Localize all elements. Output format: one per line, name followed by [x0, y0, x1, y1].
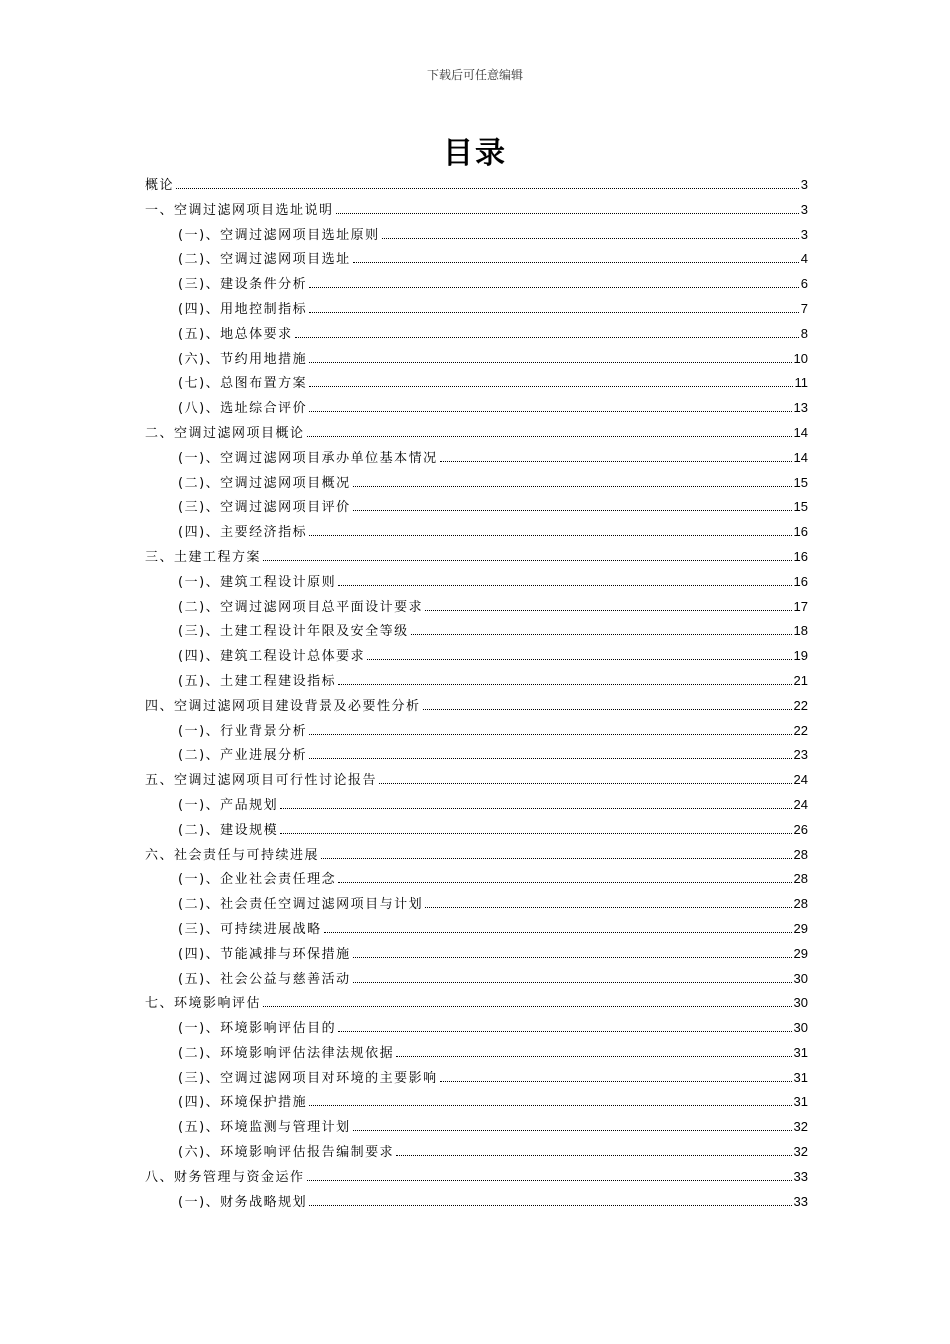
toc-entry-label: (六)、节约用地措施 — [178, 351, 308, 367]
toc-entry-label: (二)、社会责任空调过滤网项目与计划 — [178, 897, 424, 913]
toc-dot-leader — [353, 982, 792, 983]
toc-entry[interactable] — [145, 844, 808, 869]
toc-entry-page: 3 — [800, 177, 808, 192]
toc-entry[interactable] — [145, 224, 808, 249]
toc-dot-leader — [309, 386, 792, 387]
toc-entry[interactable] — [145, 943, 808, 968]
toc-entry[interactable] — [145, 645, 808, 670]
toc-dot-leader — [309, 411, 791, 412]
toc-dot-leader — [176, 188, 799, 189]
table-of-contents — [145, 174, 808, 1215]
toc-entry-label: (五)、土建工程建设指标 — [178, 673, 337, 689]
toc-entry[interactable] — [145, 893, 808, 918]
toc-title: 目录 — [443, 136, 507, 171]
toc-entry-label: (四)、用地控制指标 — [178, 301, 308, 317]
toc-entry-label: 五、空调过滤网项目可行性讨论报告 — [145, 773, 378, 789]
toc-entry-page: 13 — [793, 400, 808, 416]
toc-entry-label: (六)、环境影响评估报告编制要求 — [178, 1145, 395, 1161]
toc-entry[interactable] — [145, 596, 808, 621]
toc-entry[interactable] — [145, 620, 808, 645]
toc-entry-page: 23 — [793, 747, 808, 763]
toc-entry[interactable] — [145, 447, 808, 472]
toc-dot-leader — [295, 337, 799, 338]
toc-entry-label: (三)、可持续进展战略 — [178, 921, 322, 937]
toc-entry-label: (四)、主要经济指标 — [178, 525, 308, 541]
toc-entry[interactable] — [145, 397, 808, 422]
toc-entry-label: 概论 — [145, 178, 175, 193]
toc-entry[interactable] — [145, 918, 808, 943]
toc-dot-leader — [396, 1155, 791, 1156]
toc-entry-page: 31 — [793, 1044, 808, 1060]
toc-dot-leader — [309, 1205, 791, 1206]
toc-entry[interactable] — [145, 1067, 808, 1092]
toc-entry[interactable] — [145, 1166, 808, 1191]
toc-entry-page: 14 — [793, 424, 808, 440]
toc-entry[interactable] — [145, 348, 808, 373]
toc-entry-label: (七)、总图布置方案 — [178, 376, 308, 392]
toc-entry-page: 24 — [793, 772, 808, 788]
toc-entry-label: (三)、空调过滤网项目对环境的主要影响 — [178, 1070, 438, 1086]
toc-entry-page: 11 — [794, 375, 808, 391]
toc-dot-leader — [309, 758, 791, 759]
toc-entry-label: (三)、建设条件分析 — [178, 277, 308, 293]
toc-dot-leader — [338, 882, 791, 883]
toc-dot-leader — [379, 783, 792, 784]
toc-entry-page: 28 — [793, 896, 808, 912]
toc-entry-label: (三)、空调过滤网项目评价 — [178, 500, 351, 516]
toc-dot-leader — [324, 932, 792, 933]
toc-entry-page: 6 — [800, 276, 808, 292]
toc-entry[interactable] — [145, 496, 808, 521]
header-note: 下载后可任意编辑 — [426, 68, 523, 82]
toc-entry-page: 15 — [793, 499, 808, 515]
toc-dot-leader — [411, 634, 792, 635]
toc-entry-label: 四、空调过滤网项目建设背景及必要性分析 — [145, 698, 421, 714]
toc-entry-label: 三、土建工程方案 — [145, 549, 262, 565]
toc-entry-page: 31 — [793, 1094, 808, 1110]
toc-entry-page: 16 — [793, 548, 808, 564]
toc-entry-label: 一、空调过滤网项目选址说明 — [145, 202, 334, 218]
toc-entry-label: 七、环境影响评估 — [145, 996, 262, 1012]
toc-entry-page: 31 — [793, 1069, 808, 1085]
toc-entry-page: 16 — [793, 524, 808, 540]
toc-entry-label: (四)、节能减排与环保措施 — [178, 946, 351, 962]
toc-entry-page: 33 — [793, 1193, 808, 1209]
toc-dot-leader — [280, 833, 791, 834]
toc-entry-label: (一)、产品规划 — [178, 797, 279, 813]
toc-entry-label: (一)、建筑工程设计原则 — [178, 574, 337, 590]
toc-entry[interactable] — [145, 571, 808, 596]
toc-entry-page: 3 — [800, 226, 808, 242]
toc-dot-leader — [338, 684, 791, 685]
toc-dot-leader — [309, 362, 791, 363]
toc-entry-label: (二)、空调过滤网项目选址 — [178, 252, 351, 268]
toc-dot-leader — [382, 238, 799, 239]
toc-entry-page: 30 — [793, 995, 808, 1011]
toc-entry[interactable] — [145, 1191, 808, 1216]
toc-entry[interactable] — [145, 1091, 808, 1116]
toc-entry-page: 33 — [793, 1168, 808, 1184]
toc-entry-page: 8 — [800, 325, 808, 341]
toc-entry[interactable] — [145, 521, 808, 546]
toc-dot-leader — [353, 510, 792, 511]
toc-entry[interactable] — [145, 174, 808, 199]
toc-entry-label: (四)、建筑工程设计总体要求 — [178, 649, 366, 665]
toc-entry-page: 14 — [793, 449, 808, 465]
toc-entry-page: 26 — [793, 821, 808, 837]
toc-entry-label: 二、空调过滤网项目概论 — [145, 425, 305, 441]
toc-entry[interactable] — [145, 1116, 808, 1141]
toc-dot-leader — [309, 734, 791, 735]
toc-entry[interactable] — [145, 372, 808, 397]
toc-entry-label: (一)、财务战略规划 — [178, 1194, 308, 1210]
toc-entry-label: (三)、土建工程设计年限及安全等级 — [178, 624, 409, 640]
toc-entry[interactable] — [145, 968, 808, 993]
toc-dot-leader — [440, 461, 792, 462]
toc-entry[interactable] — [145, 1017, 808, 1042]
toc-entry-page: 22 — [793, 697, 808, 713]
toc-entry-label: (二)、建设规模 — [178, 822, 279, 838]
toc-entry-page: 30 — [793, 1020, 808, 1036]
toc-entry[interactable] — [145, 472, 808, 497]
toc-entry[interactable] — [145, 1042, 808, 1067]
toc-entry[interactable] — [145, 199, 808, 224]
toc-entry-page: 29 — [793, 945, 808, 961]
toc-entry[interactable] — [145, 298, 808, 323]
toc-entry-page: 22 — [793, 722, 808, 738]
toc-dot-leader — [440, 1081, 792, 1082]
toc-entry-page: 32 — [793, 1119, 808, 1135]
toc-dot-leader — [353, 1130, 792, 1131]
toc-dot-leader — [353, 262, 799, 263]
toc-entry-page: 15 — [793, 474, 808, 490]
toc-entry-label: (一)、空调过滤网项目选址原则 — [178, 227, 380, 243]
toc-entry-label: (五)、社会公益与慈善活动 — [178, 971, 351, 987]
toc-dot-leader — [309, 287, 799, 288]
toc-entry-page: 7 — [800, 300, 808, 316]
toc-entry-label: (五)、环境监测与管理计划 — [178, 1120, 351, 1136]
toc-entry-page: 21 — [793, 672, 808, 688]
toc-dot-leader — [425, 610, 791, 611]
toc-entry-label: 六、社会责任与可持续进展 — [145, 847, 320, 863]
toc-dot-leader — [367, 659, 791, 660]
toc-dot-leader — [307, 1180, 792, 1181]
toc-entry[interactable] — [145, 1141, 808, 1166]
toc-entry-page: 16 — [793, 573, 808, 589]
toc-entry[interactable] — [145, 422, 808, 447]
toc-entry[interactable] — [145, 992, 808, 1017]
toc-entry-page: 10 — [793, 350, 808, 366]
toc-dot-leader — [353, 957, 792, 958]
toc-entry[interactable] — [145, 744, 808, 769]
toc-entry-page: 32 — [793, 1144, 808, 1160]
toc-entry-label: 八、财务管理与资金运作 — [145, 1169, 305, 1185]
toc-dot-leader — [396, 1056, 791, 1057]
toc-entry[interactable] — [145, 819, 808, 844]
toc-entry-label: (二)、产业进展分析 — [178, 748, 308, 764]
toc-entry-label: (二)、空调过滤网项目概况 — [178, 475, 351, 491]
toc-entry-label: (一)、环境影响评估目的 — [178, 1021, 337, 1037]
toc-entry-label: (八)、选址综合评价 — [178, 401, 308, 417]
toc-entry-page: 28 — [793, 871, 808, 887]
toc-entry-page: 28 — [793, 846, 808, 862]
toc-entry-label: (五)、地总体要求 — [178, 326, 293, 342]
toc-dot-leader — [309, 535, 791, 536]
toc-dot-leader — [425, 907, 791, 908]
toc-entry-page: 3 — [800, 201, 808, 217]
toc-entry[interactable] — [145, 323, 808, 348]
toc-dot-leader — [353, 486, 792, 487]
toc-entry-label: (一)、行业背景分析 — [178, 723, 308, 739]
toc-entry-label: (四)、环境保护措施 — [178, 1095, 308, 1111]
toc-dot-leader — [321, 858, 792, 859]
toc-entry[interactable] — [145, 273, 808, 298]
toc-entry[interactable] — [145, 248, 808, 273]
toc-entry-page: 29 — [793, 920, 808, 936]
toc-dot-leader — [280, 808, 791, 809]
toc-entry[interactable] — [145, 695, 808, 720]
toc-dot-leader — [336, 213, 799, 214]
toc-entry-label: (二)、空调过滤网项目总平面设计要求 — [178, 599, 424, 615]
toc-entry[interactable] — [145, 720, 808, 745]
toc-entry-page: 19 — [793, 648, 808, 664]
toc-dot-leader — [263, 1006, 792, 1007]
toc-dot-leader — [309, 1105, 791, 1106]
toc-dot-leader — [307, 436, 792, 437]
toc-dot-leader — [423, 709, 792, 710]
toc-dot-leader — [309, 312, 799, 313]
toc-entry-page: 4 — [800, 251, 808, 267]
toc-entry-page: 17 — [793, 598, 808, 614]
toc-dot-leader — [338, 1031, 791, 1032]
toc-entry-label: (一)、企业社会责任理念 — [178, 872, 337, 888]
toc-entry[interactable] — [145, 546, 808, 571]
toc-entry-page: 30 — [793, 970, 808, 986]
toc-entry[interactable] — [145, 794, 808, 819]
toc-entry-label: (二)、环境影响评估法律法规依据 — [178, 1045, 395, 1061]
toc-entry-page: 24 — [793, 796, 808, 812]
toc-entry[interactable] — [145, 868, 808, 893]
toc-entry-page: 18 — [793, 623, 808, 639]
toc-dot-leader — [263, 560, 792, 561]
toc-entry[interactable] — [145, 769, 808, 794]
toc-entry[interactable] — [145, 670, 808, 695]
toc-dot-leader — [338, 585, 791, 586]
toc-entry-label: (一)、空调过滤网项目承办单位基本情况 — [178, 450, 438, 466]
